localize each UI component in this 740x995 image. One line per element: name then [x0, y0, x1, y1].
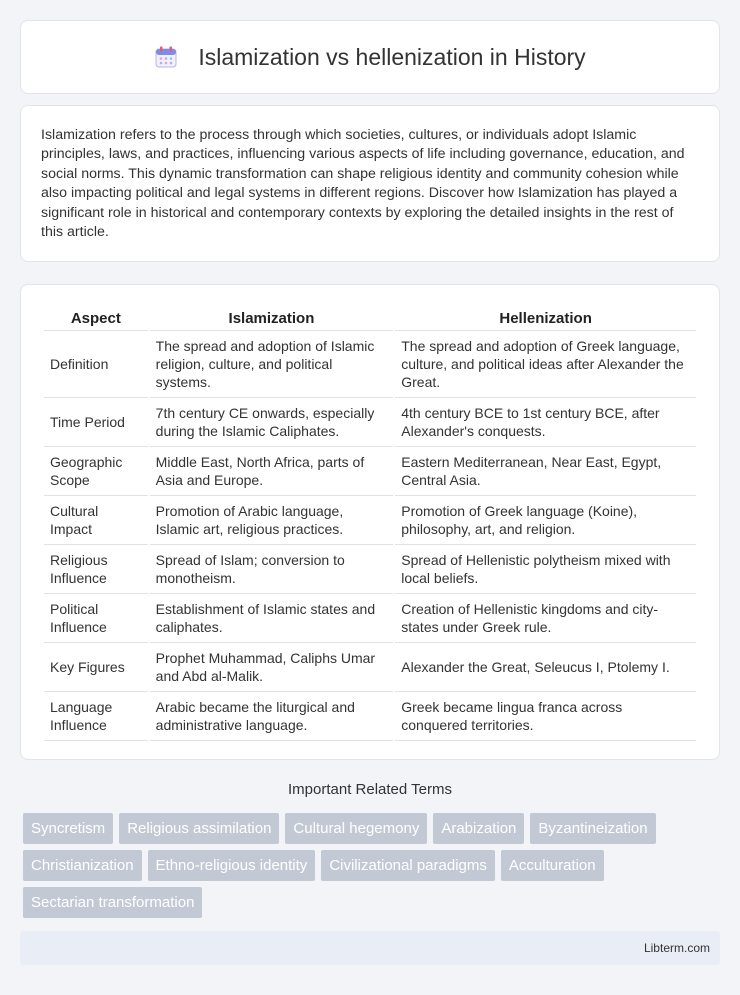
table-row	[44, 447, 696, 496]
tag-arabization[interactable]: Arabization	[433, 813, 524, 844]
tag-cultural-hegemony[interactable]: Cultural hegemony	[285, 813, 427, 844]
table-row	[44, 594, 696, 643]
table-cell-hellenization: Alexander the Great, Seleucus I, Ptolemy I.	[395, 643, 696, 692]
comparison-table-card	[20, 284, 720, 760]
table-cell-islamization: Prophet Muhammad, Caliphs Umar and Abd al-Malik.	[150, 643, 394, 692]
table-row	[44, 331, 696, 398]
table-cell-aspect: Political Influence	[44, 594, 148, 643]
footer-site-link[interactable]: Libterm.com	[643, 941, 710, 955]
calendar-icon	[154, 45, 178, 69]
table-cell-aspect: Religious Influence	[44, 545, 148, 594]
table-cell-islamization: Spread of Islam; conversion to monotheism.	[150, 545, 394, 594]
table-cell-aspect: Cultural Impact	[44, 496, 148, 545]
tag-ethno-religious-identity[interactable]: Ethno-religious identity	[148, 850, 316, 881]
related-terms-tags	[23, 813, 717, 924]
table-cell-islamization: Promotion of Arabic language, Islamic art, religious practices.	[150, 496, 394, 545]
table-cell-islamization: Establishment of Islamic states and caliphates.	[150, 594, 394, 643]
table-row	[44, 496, 696, 545]
table-cell-hellenization: Promotion of Greek language (Koine), philosophy, art, and religion.	[395, 496, 696, 545]
tag-syncretism[interactable]: Syncretism	[23, 813, 113, 844]
table-cell-hellenization: The spread and adoption of Greek language, culture, and political ideas after Alexander the Great.	[395, 331, 696, 398]
tag-byzantineization[interactable]: Byzantineization	[530, 813, 655, 844]
table-header-row	[44, 305, 696, 331]
table-cell-islamization: Arabic became the liturgical and administrative language.	[150, 692, 394, 741]
intro-card	[20, 105, 720, 262]
table-row	[44, 545, 696, 594]
tag-religious-assimilation[interactable]: Religious assimilation	[119, 813, 279, 844]
table-cell-aspect: Time Period	[44, 398, 148, 447]
table-cell-hellenization: Greek became lingua franca across conquered territories.	[395, 692, 696, 741]
table-cell-aspect: Key Figures	[44, 643, 148, 692]
table-cell-hellenization: Spread of Hellenistic polytheism mixed with local beliefs.	[395, 545, 696, 594]
table-cell-hellenization: 4th century BCE to 1st century BCE, after Alexander's conquests.	[395, 398, 696, 447]
table-cell-hellenization: Creation of Hellenistic kingdoms and city-states under Greek rule.	[395, 594, 696, 643]
table-cell-aspect: Definition	[44, 331, 148, 398]
page-title: Islamization vs hellenization in History	[198, 43, 586, 70]
tag-acculturation[interactable]: Acculturation	[501, 850, 604, 881]
table-cell-hellenization: Eastern Mediterranean, Near East, Egypt, Central Asia.	[395, 447, 696, 496]
related-terms-title: Important Related Terms	[288, 781, 452, 798]
tag-christianization[interactable]: Christianization	[23, 850, 142, 881]
table-cell-islamization: The spread and adoption of Islamic religion, culture, and political systems.	[150, 331, 394, 398]
column-header-islamization: Islamization	[150, 305, 394, 331]
table-cell-aspect: Geographic Scope	[44, 447, 148, 496]
column-header-aspect: Aspect	[44, 305, 148, 331]
table-row	[44, 643, 696, 692]
table-row	[44, 692, 696, 741]
table-cell-aspect: Language Influence	[44, 692, 148, 741]
column-header-hellenization: Hellenization	[395, 305, 696, 331]
tag-sectarian-transformation[interactable]: Sectarian transformation	[23, 887, 202, 918]
comparison-table	[42, 305, 698, 741]
table-row	[44, 398, 696, 447]
footer	[20, 931, 720, 965]
table-cell-islamization: 7th century CE onwards, especially during the Islamic Caliphates.	[150, 398, 394, 447]
header-card	[20, 20, 720, 94]
table-cell-islamization: Middle East, North Africa, parts of Asia and Europe.	[150, 447, 394, 496]
tag-civilizational-paradigms[interactable]: Civilizational paradigms	[321, 850, 495, 881]
intro-text: Islamization refers to the process through which societies, cultures, or individuals adopt Islamic principles, laws, and practices, influencing various aspects of life including governance, education, and social norms. This dynamic transformation can shape religious identity and community cohesion while also impacting political and legal systems in different regions. Discover how Islamization has played a significant role in historical and contemporary contexts by exploring the detailed insights in the rest of this article.	[41, 127, 685, 241]
